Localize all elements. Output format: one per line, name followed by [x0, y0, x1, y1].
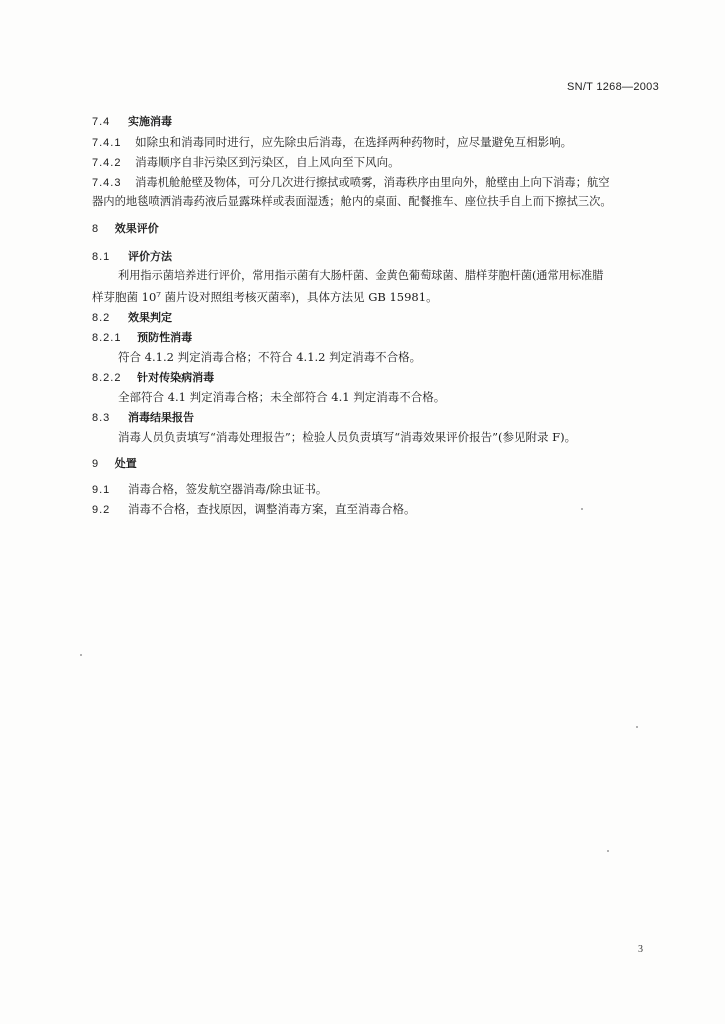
section-8-2-1-heading: [92, 329, 192, 346]
section-8-3-text: 消毒人员负责填写“消毒处理报告”；检验人员负责填写“消毒效果评价报告”(参见附录 F)。: [118, 430, 577, 444]
clause-number: 7.4.3: [92, 177, 122, 189]
clause-9-2: [92, 501, 415, 518]
section-number: 8.2.2: [92, 372, 122, 384]
clause-number: 9.1: [92, 484, 111, 496]
section-title: 消毒结果报告: [127, 411, 194, 424]
section-9-heading: [92, 455, 137, 472]
section-8-2-heading: [92, 309, 172, 326]
clause-7-4-3-continued: 器内的地毯喷洒消毒药液后显露珠样或表面湿透；舱内的桌面、配餐推车、座位扶手自上而下擦拭三次。: [92, 195, 612, 208]
section-7-4-heading: [92, 113, 172, 130]
section-number: 8.2: [92, 312, 111, 324]
scan-speck: [581, 508, 583, 510]
clause-number: 7.4.2: [92, 157, 122, 169]
section-number: 8.1: [92, 251, 111, 263]
clause-text-line-1: 消毒机舱舱壁及物体，可分几次进行擦拭或喷雾，消毒秩序由里向外，舱壁由上向下消毒；航空: [135, 176, 610, 189]
section-title: 实施消毒: [127, 115, 172, 128]
section-title: 针对传染病消毒: [137, 371, 215, 384]
section-number: 8: [92, 223, 100, 235]
clause-number: 7.4.1: [92, 137, 122, 149]
section-8-2-2-heading: [92, 369, 214, 386]
page-number: 3: [638, 944, 643, 955]
section-number: 8.3: [92, 412, 111, 424]
section-8-1-text-line-1: 利用指示菌培养进行评价，常用指示菌有大肠杆菌、金黄色葡萄球菌、腊样芽胞杆菌(通常用标准腊: [118, 269, 604, 282]
clause-7-4-3: [92, 174, 610, 191]
scan-speck: [607, 850, 609, 852]
clause-7-4-2: [92, 154, 400, 171]
section-8-2-1-text: 符合 4.1.2 判定消毒合格；不符合 4.1.2 判定消毒不合格。: [118, 350, 422, 364]
standard-code: SN/T 1268—2003: [566, 81, 659, 93]
clause-text: 消毒不合格，查找原因，调整消毒方案，直至消毒合格。: [127, 502, 416, 516]
section-8-1-heading: [92, 248, 172, 265]
clause-text: 消毒合格，签发航空器消毒/除虫证书。: [127, 482, 328, 496]
clause-text: 消毒顺序自非污染区到污染区，自上风向至下风向。: [135, 155, 400, 169]
section-number: 7.4: [92, 116, 111, 128]
section-8-1-text-line-2: 样芽胞菌 10⁷ 菌片设对照组考核灭菌率)，具体方法见 GB 15981。: [92, 290, 438, 304]
section-number: 8.2.1: [92, 332, 122, 344]
section-8-3-heading: [92, 409, 194, 426]
scan-speck: [80, 654, 82, 656]
section-title: 预防性消毒: [137, 331, 193, 344]
section-8-heading: [92, 220, 159, 237]
clause-9-1: [92, 481, 327, 498]
section-title: 处置: [114, 457, 137, 470]
section-title: 评价方法: [127, 250, 172, 263]
clause-text: 如除虫和消毒同时进行，应先除虫后消毒，在选择两种药物时，应尽量避免互相影响。: [135, 135, 573, 149]
section-title: 效果评价: [114, 222, 159, 235]
section-number: 9: [92, 458, 100, 470]
scan-speck: [636, 726, 638, 728]
clause-7-4-1: [92, 134, 572, 151]
section-8-2-2-text: 全部符合 4.1 判定消毒合格；未全部符合 4.1 判定消毒不合格。: [118, 390, 446, 404]
clause-number: 9.2: [92, 504, 111, 516]
section-title: 效果判定: [127, 311, 172, 324]
